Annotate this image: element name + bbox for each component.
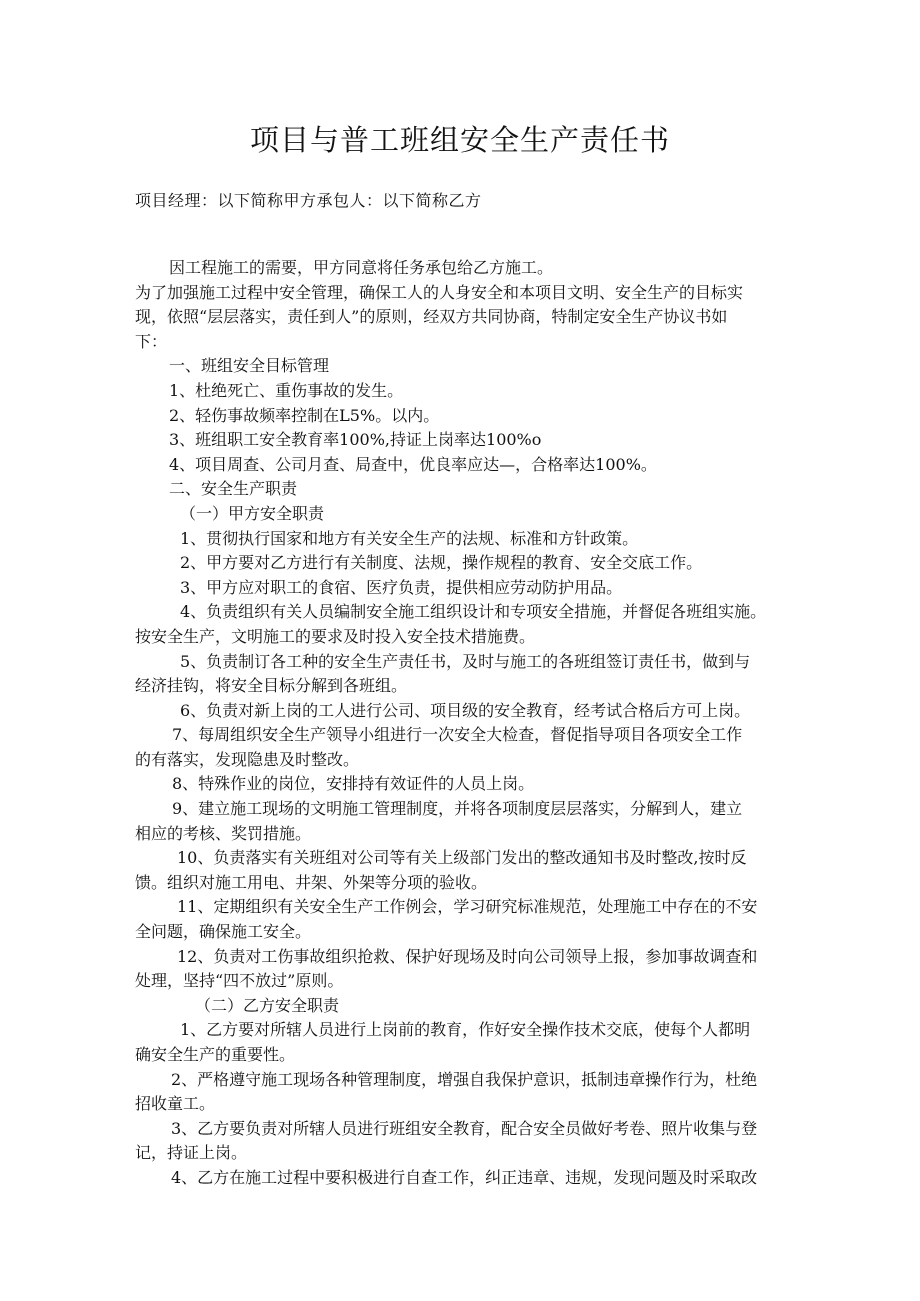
- list-item: 2、甲方要对乙方进行有关制度、法规，操作规程的教育、安全交底工作。: [180, 553, 703, 573]
- list-item: 10、负责落实有关班组对公司等有关上级部门发出的整改通知书及时整改,按时反: [177, 848, 747, 868]
- list-item: 7、每周组织安全生产领导小组进行一次安全大检查，督促指导项目各项安全工作: [172, 725, 743, 745]
- list-item: 1、贯彻执行国家和地方有关安全生产的法规、标准和方针政策。: [180, 528, 639, 548]
- list-item: 8、特殊作业的岗位，安排持有效证件的人员上岗。: [172, 774, 535, 794]
- list-item-continuation: 的有落实，发现隐患及时整改。: [135, 749, 360, 769]
- list-item: 3、甲方应对职工的食宿、医疗负责，提供相应劳动防护用品。: [180, 577, 623, 597]
- paragraph-line: 因工程施工的需要，甲方同意将任务承包给乙方施工。: [169, 258, 554, 277]
- list-item: 9、建立施工现场的文明施工管理制度，并将各项制度层层落实，分解到人，建立: [172, 799, 743, 819]
- paragraph-line: 下：: [135, 331, 168, 351]
- subsection-heading: （一）甲方安全职责: [180, 503, 325, 523]
- document-title: 项目与普工班组安全生产责任书: [249, 123, 670, 157]
- list-item-continuation: 全问题，确保施工安全。: [135, 922, 312, 942]
- list-item: 3、乙方要负责对所辖人员进行班组安全教育，配合安全员做好考卷、照片收集与登: [171, 1118, 758, 1138]
- section-heading: 二、安全生产职责: [169, 479, 298, 499]
- list-item-continuation: 招收童工。: [135, 1094, 216, 1114]
- document-body: [135, 256, 800, 1191]
- list-item-continuation: 馈。组织对施工用电、井架、外架等分项的验收。: [135, 872, 488, 892]
- list-item: 4、项目周查、公司月查、局查中，优良率应达—，合格率达100%。: [169, 454, 657, 474]
- paragraph-line: 为了加强施工过程中安全管理，确保工人的人身安全和本项目文明、安全生产的目标实: [135, 282, 744, 302]
- paragraph-line: 现，依照“层层落实，责任到人”的原则，经双方共同协商，特制定安全生产协议书如: [135, 307, 728, 327]
- list-item: 1、乙方要对所辖人员进行上岗前的教育，作好安全操作技术交底，使每个人都明: [180, 1020, 751, 1040]
- list-item: 5、负责制订各工种的安全生产责任书，及时与施工的各班组签订责任书，做到与: [180, 651, 751, 671]
- list-item-continuation: 按安全生产，文明施工的要求及时投入安全技术措施费。: [135, 626, 536, 646]
- list-item: 6、负责对新上岗的工人进行公司、项目级的安全教育，经考试合格后方可上岗。: [180, 700, 751, 720]
- list-item-continuation: 确安全生产的重要性。: [135, 1045, 296, 1064]
- list-item-continuation: 处理，坚持“四不放过”原则。: [135, 971, 344, 991]
- list-item-continuation: 经济挂钩，将安全目标分解到各班组。: [135, 676, 408, 696]
- section-heading: 一、班组安全目标管理: [169, 356, 330, 376]
- list-item: 11、定期组织有关安全生产工作例会，学习研究标准规范，处理施工中存在的不安: [177, 897, 758, 917]
- subsection-heading: （二）乙方安全职责: [195, 995, 340, 1015]
- parties-line: 项目经理：以下简称甲方承包人：以下简称乙方: [135, 191, 482, 210]
- list-item-continuation: 记，持证上岗。: [135, 1143, 248, 1163]
- list-item: 2、严格遵守施工现场各种管理制度，增强自我保护意识，抵制违章操作行为，杜绝: [171, 1069, 758, 1089]
- list-item: 2、轻伤事故频率控制在L5%。以内。: [169, 405, 440, 425]
- list-item: 1、杜绝死亡、重伤事故的发生。: [169, 380, 404, 400]
- list-item-continuation: 相应的考核、奖罚措施。: [135, 823, 312, 843]
- list-item: 4、负责组织有关人员编制安全施工组织设计和专项安全措施，并督促各班组实施。: [180, 602, 767, 622]
- list-item: 4、乙方在施工过程中要积极进行自查工作，纠正违章、违规，发现问题及时采取改: [171, 1167, 758, 1187]
- list-item: 12、负责对工伤事故组织抢救、保护好现场及时向公司领导上报，参加事故调查和: [177, 946, 758, 966]
- list-item: 3、班组职工安全教育率100%,持证上岗率达100%o: [169, 430, 542, 450]
